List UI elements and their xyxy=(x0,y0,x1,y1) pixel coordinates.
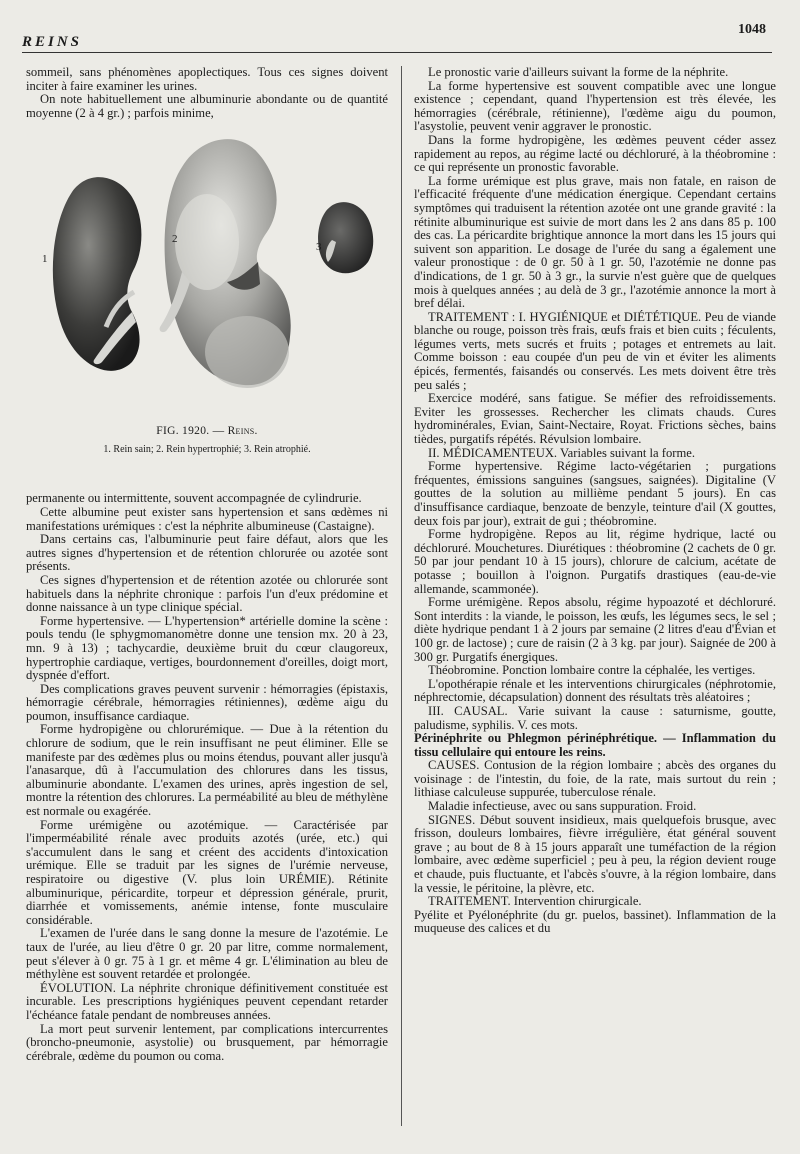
healthy-kidney xyxy=(53,178,142,372)
kidneys-illustration xyxy=(32,122,382,422)
paragraph-forme-hydropigene: Forme hydropigène ou chlorurémique. — Due à la rétention du chlorure de sodium, que le rein insuffisant ne peut éliminer. Elle se manifeste par des œdèmes plus ou moins étendus, pouvant aller jusqu'à l'anasarque, dû à l'accumulation des chlorures dans les tissus, albuminurie abondante. L'examen des urines, après ingestion de sel, montre la rétention des chlorures. La perméabilité au bleu de méthylène est normale ou exagérée. xyxy=(26,722,388,819)
column-divider xyxy=(401,66,402,1126)
figure-legend: 1. Rein sain; 2. Rein hypertrophié; 3. Rein atrophié. xyxy=(103,444,311,456)
figure-label-1: 1 xyxy=(42,253,48,266)
paragraph-intro-1: sommeil, sans phénomènes apoplectiques. Tous ces signes doivent inciter à faire examiner les urines. xyxy=(26,65,388,93)
figure-label-2: 2 xyxy=(172,233,178,246)
paragraph-intro-2: On note habituellement une albuminurie abondante ou de quantité moyenne (2 à 4 gr.) ; parfois minime, xyxy=(26,92,388,120)
paragraph-opotherapie: L'opothérapie rénale et les interventions chirurgicales (néphrotomie, néphrectomie, décapsulation) donnent des résultats très aléatoires ; xyxy=(414,676,776,705)
paragraph-signes: SIGNES. Début souvent insidieux, mais quelquefois brusque, avec frisson, douleurs lombaires, fièvre irrégulière, état général souvent grave ; au bout de 8 à 15 jours apparaît une tuméfaction de la région lombaire, avec œdème superficiel ; peu à peu, la région devient rouge et chaude, puis fluctuante, et l'abcès s'ouvre, à la région lombaire, dans la vessie, le péritoine, la plèvre, etc. xyxy=(414,812,776,895)
paragraph-tt-hydropigene: Forme hydropigène. Repos au lit, régime hydrique, lacté ou déchloruré. Mouchetures. Diurétiques : théobromine (2 cachets de 0 gr. 50 par jour pendant 10 à 15 jours), chlorure de calcium, acétate de potasse ; bouillon à l'oignon. Purgatifs drastiques (eau-de-vie allemande, scammonée). xyxy=(414,527,776,596)
paragraph-causes: CAUSES. Contusion de la région lombaire ; abcès des organes du voisinage : de l'intestin, du foie, de la rate, mais surtout du rein ; lithiase calculeuse suppurée, tuberculose rénale. xyxy=(414,758,776,800)
paragraph-forme-uremigene: Forme urémigène ou azotémique. — Caractérisée par l'imperméabilité rénale avec produits azotés (urée, etc.) qui s'accumulent dans le sang et créent des accidents d'intoxication urémique. Elle se traduit par les signes de l'urémie nerveuse, respiratoire ou digestive (V. plus loin URÉMIE). Rétinite albuminurique, péricardite, torpeur et dépression générale, prurit, diarrhée et vomissements, anémie intense, fonte musculaire considérable. xyxy=(26,817,388,927)
hypertrophied-kidney xyxy=(160,140,291,389)
figure-label-3: 3 xyxy=(316,241,322,254)
paragraph-pronostic-hydropigene: Dans la forme hydropigène, les œdèmes peuvent céder assez rapidement au repos, au régime lacté ou déchloruré, à la théobromine : ce qui représente un pronostic favorable. xyxy=(414,132,776,175)
left-column xyxy=(26,66,388,1063)
paragraph-complications: Des complications graves peuvent survenir : hémorragies (épistaxis, hémorragie cérébrale, hémorragies rétiniennes), œdème aigu du poumon, insuffisance cardiaque. xyxy=(26,681,388,723)
entry-perinephrite: Périnéphrite ou Phlegmon périnéphrétique. — Inflammation du tissu cellulaire qui entoure les reins. xyxy=(414,731,776,759)
paragraph-2: Cette albumine peut exister sans hypertension et sans œdèmes ni manifestations urémiques : c'est la néphrite albumineuse (Castaigne). xyxy=(26,504,388,533)
paragraph-tt-hypertensive: Forme hypertensive. Régime lacto-végétarien ; purgations fréquentes, émissions sanguines (sangsues, saignées). Digitaline (V gouttes de la solution au millième pendant 5 jours). En cas d'insuffisance cardiaque, benzoate de benzyle, teinture d'ail (X gouttes, deux fois par jour), extrait de gui ; théobromine. xyxy=(414,459,776,528)
paragraph-mort: La mort peut survenir lentement, par complications intercurrentes (broncho-pneumonie, asystolie) ou brusquement, par hémorragie cérébrale, œdème du poumon ou coma. xyxy=(26,1021,388,1063)
paragraph-maladie-infectieuse: Maladie infectieuse, avec ou sans suppuration. Froid. xyxy=(428,799,697,814)
paragraph-1: permanente ou intermittente, souvent accompagnée de cylindrurie. xyxy=(26,491,362,506)
paragraph-tt-uremigene: Forme urémigène. Repos absolu, régime hypoazoté et déchloruré. Sont interdits : la viande, le poisson, les œufs, les légumes secs, le sel ; diète hydrique pendant 1 à 2 jours par semaine (2 litres d'eau d'Évian et 100 gr. de lactose) ; cure de raisin (2 à 3 kg. par jour). Saignée de 200 à 300 gr. Purgatifs énergiques. xyxy=(414,595,776,664)
atrophied-kidney xyxy=(318,202,373,273)
page-number: 1048 xyxy=(738,22,766,37)
paragraph-traitement-chirurgical: TRAITEMENT. Intervention chirurgicale. xyxy=(428,894,642,909)
figure-kidneys xyxy=(26,120,388,492)
paragraph-causal: III. CAUSAL. Varie suivant la cause : saturnisme, goutte, paludisme, syphilis. V. ces mots. xyxy=(414,703,776,732)
paragraph-pronostic-uremique: La forme urémique est plus grave, mais non fatale, en raison de l'efficacité fréquente d'une médication énergique. Cependant certains symptômes qui traduisent la rétention azotée ont une grande gravité : la rétinite albuminurique est suivie de mort dans les 2 ans dans 85 p. 100 des cas. La péricardite brightique annonce la mort dans les 15 jours qui suivent son apparition. Le dosage de l'urée du sang a également une valeur pronostique : de 0 gr. 50 à 1 gr. 50, l'azotémie ne donne pas d'indications, de 1 gr. 50 à 3 gr., la survie n'est guère que de quelques mois à quelques années ; au delà de 3 gr., l'azotémie annonce la mort à bref délai. xyxy=(414,173,776,311)
paragraph-pronostic-hypertensive: La forme hypertensive est souvent compatible avec une longue existence ; cependant, quand l'hypertension est très élevée, les hémorragies (cérébrale, rétinienne), l'œdème aigu du poumon, l'asystolie, peuvent venir aggraver le pronostic. xyxy=(414,78,776,134)
paragraph-forme-hypertensive: Forme hypertensive. — L'hypertension* artérielle domine la scène : pouls tendu (le sphygmomanomètre donne une tension mx. 20 à 23, mn. 9 à 13) ; tachycardie, deuxième bruit du cœur claugoreux, hypertrophie cardiaque, vertiges, bourdonnement d'oreilles, doigt mort, dyspnée d'effort. xyxy=(26,613,388,683)
paragraph-4: Ces signes d'hypertension et de rétention azotée ou chlorurée sont habituels dans la néphrite chronique : parfois l'un d'eux prédomine et donne naissance à un type clinique spécial. xyxy=(26,572,388,615)
running-head-title: REINS xyxy=(22,34,83,50)
right-column xyxy=(414,66,776,936)
paragraph-medicamenteux: II. MÉDICAMENTEUX. Variables suivant la forme. xyxy=(428,445,695,460)
paragraph-exercice: Exercice modéré, sans fatigue. Se méfier des refroidissements. Eviter les grossesses. Rechercher les climats chauds. Cures hydrominérales, Evian, Saint-Nectaire, Royat. Frictions sèches, bains tièdes, purgatifs répétés. Révulsion lombaire. xyxy=(414,391,776,447)
entry-pyelite: Pyélite et Pyélonéphrite (du gr. puelos, bassinet). Inflammation de la muqueuse des calices et du xyxy=(414,907,776,936)
paragraph-evolution: ÉVOLUTION. La néphrite chronique définitivement constituée est incurable. Les prescriptions hygiéniques peuvent cependant retarder l'échéance fatale pendant de nombreuses années. xyxy=(26,980,388,1022)
header-rule xyxy=(22,52,772,53)
paragraph-pronostic: Le pronostic varie d'ailleurs suivant la forme de la néphrite. xyxy=(428,65,729,79)
paragraph-3: Dans certains cas, l'albuminurie peut faire défaut, alors que les autres signes d'hypertension et de rétention chlorurée ou azotée sont présents. xyxy=(26,532,388,574)
figure-caption: FIG. 1920. — Reins. xyxy=(156,425,258,438)
paragraph-traitement-hygienique: TRAITEMENT : I. HYGIÉNIQUE et DIÉTÉTIQUE. Peu de viande blanche ou rouge, poisson très frais, œufs frais et bien cuits ; féculents, légumes verts, mets sucrés et fruits ; potages et entremets au lait. Comme boisson : eau coupée d'un peu de vin et éviter les aliments épicés, fermentés, faisandés ou conservés. Les mets doivent être très peu salés ; xyxy=(414,309,776,392)
paragraph-theobromine: Théobromine. Ponction lombaire contre la céphalée, les vertiges. xyxy=(428,663,756,678)
paragraph-uree-sang: L'examen de l'urée dans le sang donne la mesure de l'azotémie. Le taux de l'urée, au lieu d'être 0 gr. 20 par litre, comme normalement, peut s'élever à 0 gr. 75 à 1 gr. et même 4 gr. L'élimination au bleu de méthylène est souvent retardée et prolongée. xyxy=(26,926,388,982)
